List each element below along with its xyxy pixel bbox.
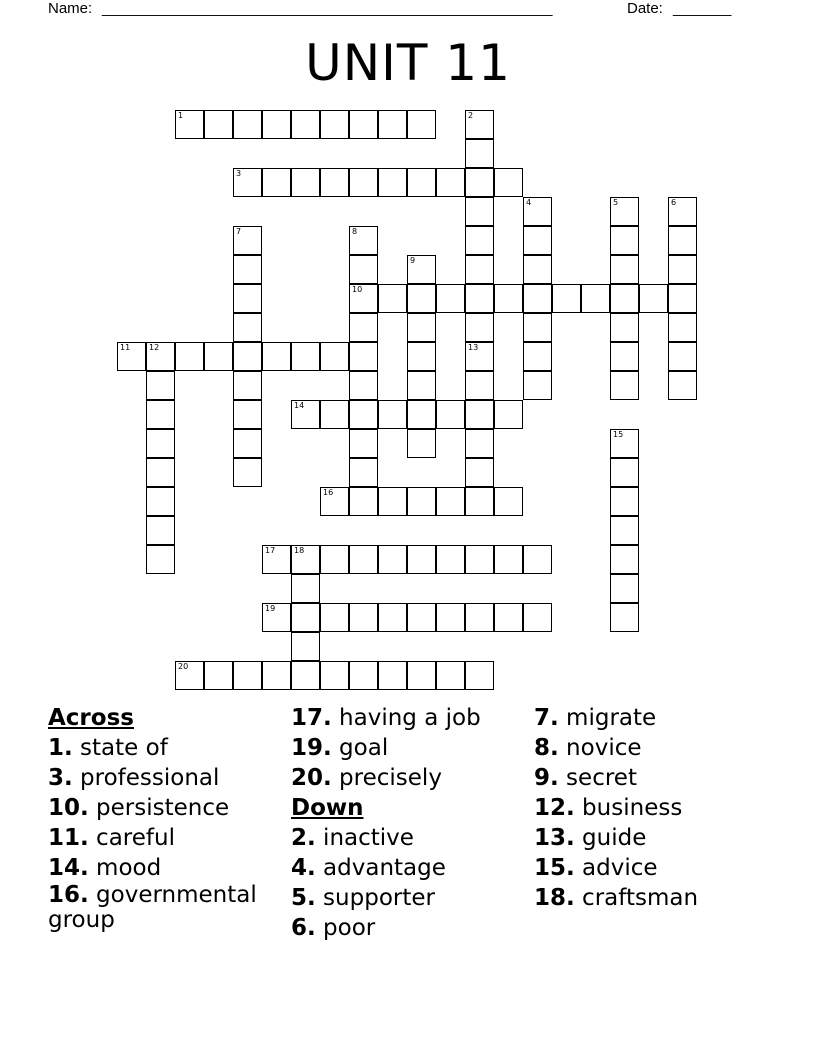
clue-item-number: 12.: [534, 795, 575, 821]
clue-number: 3: [236, 169, 242, 178]
grid-cell[interactable]: [610, 342, 639, 371]
grid-cell[interactable]: [523, 226, 552, 255]
grid-cell[interactable]: [668, 197, 697, 226]
grid-cell[interactable]: [349, 168, 378, 197]
clue-number: 13: [468, 343, 479, 352]
grid-cell[interactable]: [436, 545, 465, 574]
clue-number: 14: [294, 401, 305, 410]
clue-item: [291, 913, 521, 943]
grid-cell[interactable]: [407, 400, 436, 429]
grid-cell[interactable]: [291, 400, 320, 429]
grid-cell[interactable]: [465, 371, 494, 400]
grid-cell[interactable]: [146, 458, 175, 487]
clue-item-text: poor: [315, 915, 376, 941]
across-clue-list-continued: [291, 703, 521, 793]
grid-cell[interactable]: [465, 139, 494, 168]
grid-cell[interactable]: [494, 400, 523, 429]
grid-cell[interactable]: [349, 400, 378, 429]
clue-item-text: mood: [88, 855, 162, 881]
clue-item-number: 7.: [534, 705, 559, 731]
grid-cell[interactable]: [436, 661, 465, 690]
clue-item-number: 10.: [48, 795, 89, 821]
grid-cell[interactable]: [436, 168, 465, 197]
grid-cell[interactable]: [378, 487, 407, 516]
grid-cell[interactable]: [494, 284, 523, 313]
grid-cell[interactable]: [262, 661, 291, 690]
grid-cell[interactable]: [175, 342, 204, 371]
clue-number: 7: [236, 227, 242, 236]
clue-item-number: 14.: [48, 855, 89, 881]
clue-item-number: 8.: [534, 735, 559, 761]
grid-cell[interactable]: [407, 661, 436, 690]
grid-cell[interactable]: [146, 429, 175, 458]
clue-item-text: inactive: [315, 825, 414, 851]
across-heading: Across: [48, 705, 134, 731]
grid-cell[interactable]: [349, 313, 378, 342]
clue-item-text: goal: [331, 735, 389, 761]
clue-item: [534, 703, 774, 733]
grid-cell[interactable]: [349, 110, 378, 139]
clue-item-text: business: [574, 795, 683, 821]
clue-item: [291, 763, 521, 793]
grid-cell[interactable]: [465, 342, 494, 371]
grid-cell[interactable]: [262, 110, 291, 139]
grid-cell[interactable]: [668, 255, 697, 284]
grid-cell[interactable]: [175, 661, 204, 690]
name-field-line[interactable]: ______________________________________________________: [102, 0, 553, 17]
clue-item-number: 3.: [48, 765, 73, 791]
grid-cell[interactable]: [465, 313, 494, 342]
grid-cell[interactable]: [465, 487, 494, 516]
clue-number: 20: [178, 662, 189, 671]
clue-number: 6: [671, 198, 677, 207]
grid-cell[interactable]: [407, 545, 436, 574]
grid-cell[interactable]: [233, 661, 262, 690]
grid-cell[interactable]: [349, 342, 378, 371]
clue-item-text: secret: [558, 765, 637, 791]
grid-cell[interactable]: [465, 400, 494, 429]
grid-cell[interactable]: [204, 110, 233, 139]
clue-item-text: professional: [72, 765, 220, 791]
grid-cell[interactable]: [668, 342, 697, 371]
grid-cell[interactable]: [291, 574, 320, 603]
clue-number: 11: [120, 343, 131, 352]
grid-cell[interactable]: [146, 516, 175, 545]
grid-cell[interactable]: [233, 313, 262, 342]
clue-item: [48, 763, 278, 793]
grid-cell[interactable]: [291, 661, 320, 690]
grid-cell[interactable]: [610, 516, 639, 545]
grid-cell[interactable]: [610, 458, 639, 487]
clue-item-number: 5.: [291, 885, 316, 911]
grid-cell[interactable]: [581, 284, 610, 313]
clue-item: [291, 703, 521, 733]
grid-cell[interactable]: [349, 661, 378, 690]
grid-cell[interactable]: [465, 458, 494, 487]
grid-cell[interactable]: [349, 487, 378, 516]
grid-cell[interactable]: [494, 168, 523, 197]
grid-cell[interactable]: [320, 603, 349, 632]
clue-number: 18: [294, 546, 305, 555]
grid-cell[interactable]: [233, 284, 262, 313]
clue-item: [48, 793, 278, 823]
clue-item-text: precisely: [331, 765, 442, 791]
clue-item-number: 13.: [534, 825, 575, 851]
grid-cell[interactable]: [407, 168, 436, 197]
clue-number: 19: [265, 604, 276, 613]
grid-cell[interactable]: [349, 458, 378, 487]
grid-cell[interactable]: [465, 110, 494, 139]
grid-cell[interactable]: [610, 284, 639, 313]
grid-cell[interactable]: [146, 371, 175, 400]
grid-cell[interactable]: [320, 168, 349, 197]
grid-cell[interactable]: [523, 197, 552, 226]
grid-cell[interactable]: [407, 342, 436, 371]
grid-cell[interactable]: [523, 255, 552, 284]
grid-cell[interactable]: [378, 545, 407, 574]
clue-item-number: 1.: [48, 735, 73, 761]
clue-item-text: advice: [574, 855, 658, 881]
clue-number: 12: [149, 343, 160, 352]
clue-item-text: supporter: [315, 885, 435, 911]
grid-cell[interactable]: [233, 226, 262, 255]
grid-cell[interactable]: [407, 284, 436, 313]
grid-cell[interactable]: [349, 284, 378, 313]
grid-cell[interactable]: [233, 400, 262, 429]
clue-number: 2: [468, 111, 474, 120]
grid-cell[interactable]: [610, 545, 639, 574]
grid-cell[interactable]: [349, 255, 378, 284]
grid-cell[interactable]: [465, 284, 494, 313]
clue-number: 1: [178, 111, 184, 120]
grid-cell[interactable]: [320, 487, 349, 516]
grid-cell[interactable]: [262, 603, 291, 632]
grid-cell[interactable]: [233, 371, 262, 400]
clue-item-text: having a job: [331, 705, 481, 731]
grid-cell[interactable]: [436, 284, 465, 313]
clue-item-text: governmental group: [48, 882, 257, 933]
clue-column-3: [534, 703, 774, 913]
grid-cell[interactable]: [233, 255, 262, 284]
grid-cell[interactable]: [262, 168, 291, 197]
grid-cell[interactable]: [436, 603, 465, 632]
grid-cell[interactable]: [523, 371, 552, 400]
clue-item: [48, 883, 278, 938]
grid-cell[interactable]: [523, 342, 552, 371]
grid-cell[interactable]: [233, 342, 262, 371]
clue-item-number: 9.: [534, 765, 559, 791]
clue-item-text: careful: [88, 825, 175, 851]
clue-item: [534, 823, 774, 853]
grid-cell[interactable]: [494, 487, 523, 516]
clue-item: [534, 763, 774, 793]
grid-cell[interactable]: [610, 487, 639, 516]
clue-number: 5: [613, 198, 619, 207]
grid-cell[interactable]: [465, 226, 494, 255]
down-heading: Down: [291, 795, 364, 821]
grid-cell[interactable]: [407, 429, 436, 458]
grid-cell[interactable]: [610, 603, 639, 632]
grid-cell[interactable]: [175, 110, 204, 139]
grid-cell[interactable]: [146, 342, 175, 371]
grid-cell[interactable]: [291, 545, 320, 574]
grid-cell[interactable]: [465, 545, 494, 574]
grid-cell[interactable]: [407, 313, 436, 342]
down-clue-list: [291, 823, 521, 943]
grid-cell[interactable]: [494, 603, 523, 632]
grid-cell[interactable]: [349, 371, 378, 400]
grid-cell[interactable]: [610, 371, 639, 400]
down-clue-list-continued: [534, 703, 774, 913]
clue-item-number: 6.: [291, 915, 316, 941]
clue-item-number: 2.: [291, 825, 316, 851]
grid-cell[interactable]: [349, 603, 378, 632]
grid-cell[interactable]: [523, 545, 552, 574]
clue-item-text: novice: [558, 735, 642, 761]
grid-cell[interactable]: [436, 400, 465, 429]
grid-cell[interactable]: [233, 429, 262, 458]
clue-item: [48, 733, 278, 763]
grid-cell[interactable]: [320, 110, 349, 139]
clue-item: [534, 793, 774, 823]
grid-cell[interactable]: [204, 342, 233, 371]
clue-item: [48, 853, 278, 883]
clue-item: [291, 823, 521, 853]
grid-cell[interactable]: [639, 284, 668, 313]
grid-cell[interactable]: [407, 487, 436, 516]
date-label: Date:: [627, 0, 663, 17]
clue-item: [48, 823, 278, 853]
grid-cell[interactable]: [291, 168, 320, 197]
grid-cell[interactable]: [320, 545, 349, 574]
grid-cell[interactable]: [668, 313, 697, 342]
grid-cell[interactable]: [378, 168, 407, 197]
grid-cell[interactable]: [378, 284, 407, 313]
clue-item-number: 19.: [291, 735, 332, 761]
clue-column-1: [48, 703, 278, 938]
clue-item: [534, 883, 774, 913]
grid-cell[interactable]: [320, 342, 349, 371]
grid-cell[interactable]: [117, 342, 146, 371]
grid-cell[interactable]: [610, 255, 639, 284]
grid-cell[interactable]: [204, 661, 233, 690]
grid-cell[interactable]: [465, 255, 494, 284]
grid-cell[interactable]: [465, 603, 494, 632]
grid-cell[interactable]: [378, 400, 407, 429]
clue-number: 15: [613, 430, 624, 439]
clue-item-number: 11.: [48, 825, 89, 851]
grid-cell[interactable]: [465, 168, 494, 197]
grid-cell[interactable]: [436, 487, 465, 516]
grid-cell[interactable]: [291, 342, 320, 371]
grid-cell[interactable]: [465, 429, 494, 458]
clue-column-2: [291, 703, 521, 943]
grid-cell[interactable]: [378, 603, 407, 632]
grid-cell[interactable]: [146, 545, 175, 574]
grid-cell[interactable]: [465, 197, 494, 226]
clue-item-number: 18.: [534, 885, 575, 911]
grid-cell[interactable]: [349, 545, 378, 574]
grid-cell[interactable]: [668, 284, 697, 313]
clue-item-number: 16.: [48, 882, 89, 908]
grid-cell[interactable]: [523, 603, 552, 632]
grid-cell[interactable]: [291, 603, 320, 632]
date-field-line[interactable]: _______: [673, 0, 732, 17]
clue-number: 16: [323, 488, 334, 497]
grid-cell[interactable]: [146, 487, 175, 516]
grid-cell[interactable]: [378, 661, 407, 690]
grid-cell[interactable]: [233, 110, 262, 139]
grid-cell[interactable]: [291, 632, 320, 661]
clue-number: 17: [265, 546, 276, 555]
grid-cell[interactable]: [523, 284, 552, 313]
clue-item-number: 20.: [291, 765, 332, 791]
clue-item-text: guide: [574, 825, 647, 851]
across-clue-list: [48, 733, 278, 938]
clue-item-text: craftsman: [574, 885, 699, 911]
clue-item-number: 17.: [291, 705, 332, 731]
grid-cell[interactable]: [378, 110, 407, 139]
clue-number: 10: [352, 285, 363, 294]
grid-cell[interactable]: [233, 458, 262, 487]
grid-cell[interactable]: [262, 342, 291, 371]
grid-cell[interactable]: [349, 429, 378, 458]
grid-cell[interactable]: [610, 197, 639, 226]
grid-cell[interactable]: [407, 371, 436, 400]
grid-cell[interactable]: [291, 110, 320, 139]
grid-cell[interactable]: [610, 226, 639, 255]
grid-cell[interactable]: [146, 400, 175, 429]
grid-cell[interactable]: [233, 168, 262, 197]
grid-cell[interactable]: [668, 226, 697, 255]
grid-cell[interactable]: [349, 226, 378, 255]
clue-number: 8: [352, 227, 358, 236]
grid-cell[interactable]: [407, 255, 436, 284]
clue-item: [291, 733, 521, 763]
clue-item: [291, 883, 521, 913]
clue-item-text: migrate: [558, 705, 657, 731]
grid-cell[interactable]: [407, 603, 436, 632]
clue-item: [534, 853, 774, 883]
grid-cell[interactable]: [407, 110, 436, 139]
grid-cell[interactable]: [610, 574, 639, 603]
grid-cell[interactable]: [610, 313, 639, 342]
grid-cell[interactable]: [262, 545, 291, 574]
grid-cell[interactable]: [668, 371, 697, 400]
clue-item-text: persistence: [88, 795, 230, 821]
clue-item-text: advantage: [315, 855, 446, 881]
clue-number: 9: [410, 256, 416, 265]
grid-cell[interactable]: [523, 313, 552, 342]
page-title: UNIT 11: [305, 34, 511, 92]
grid-cell[interactable]: [494, 545, 523, 574]
clue-item: [534, 733, 774, 763]
grid-cell[interactable]: [552, 284, 581, 313]
name-label: Name:: [48, 0, 93, 17]
grid-cell[interactable]: [320, 400, 349, 429]
grid-cell[interactable]: [610, 429, 639, 458]
grid-cell[interactable]: [320, 661, 349, 690]
clue-number: 4: [526, 198, 532, 207]
clue-item-number: 4.: [291, 855, 316, 881]
grid-cell[interactable]: [465, 661, 494, 690]
clue-item: [291, 853, 521, 883]
clue-item-number: 15.: [534, 855, 575, 881]
clue-item-text: state of: [72, 735, 168, 761]
